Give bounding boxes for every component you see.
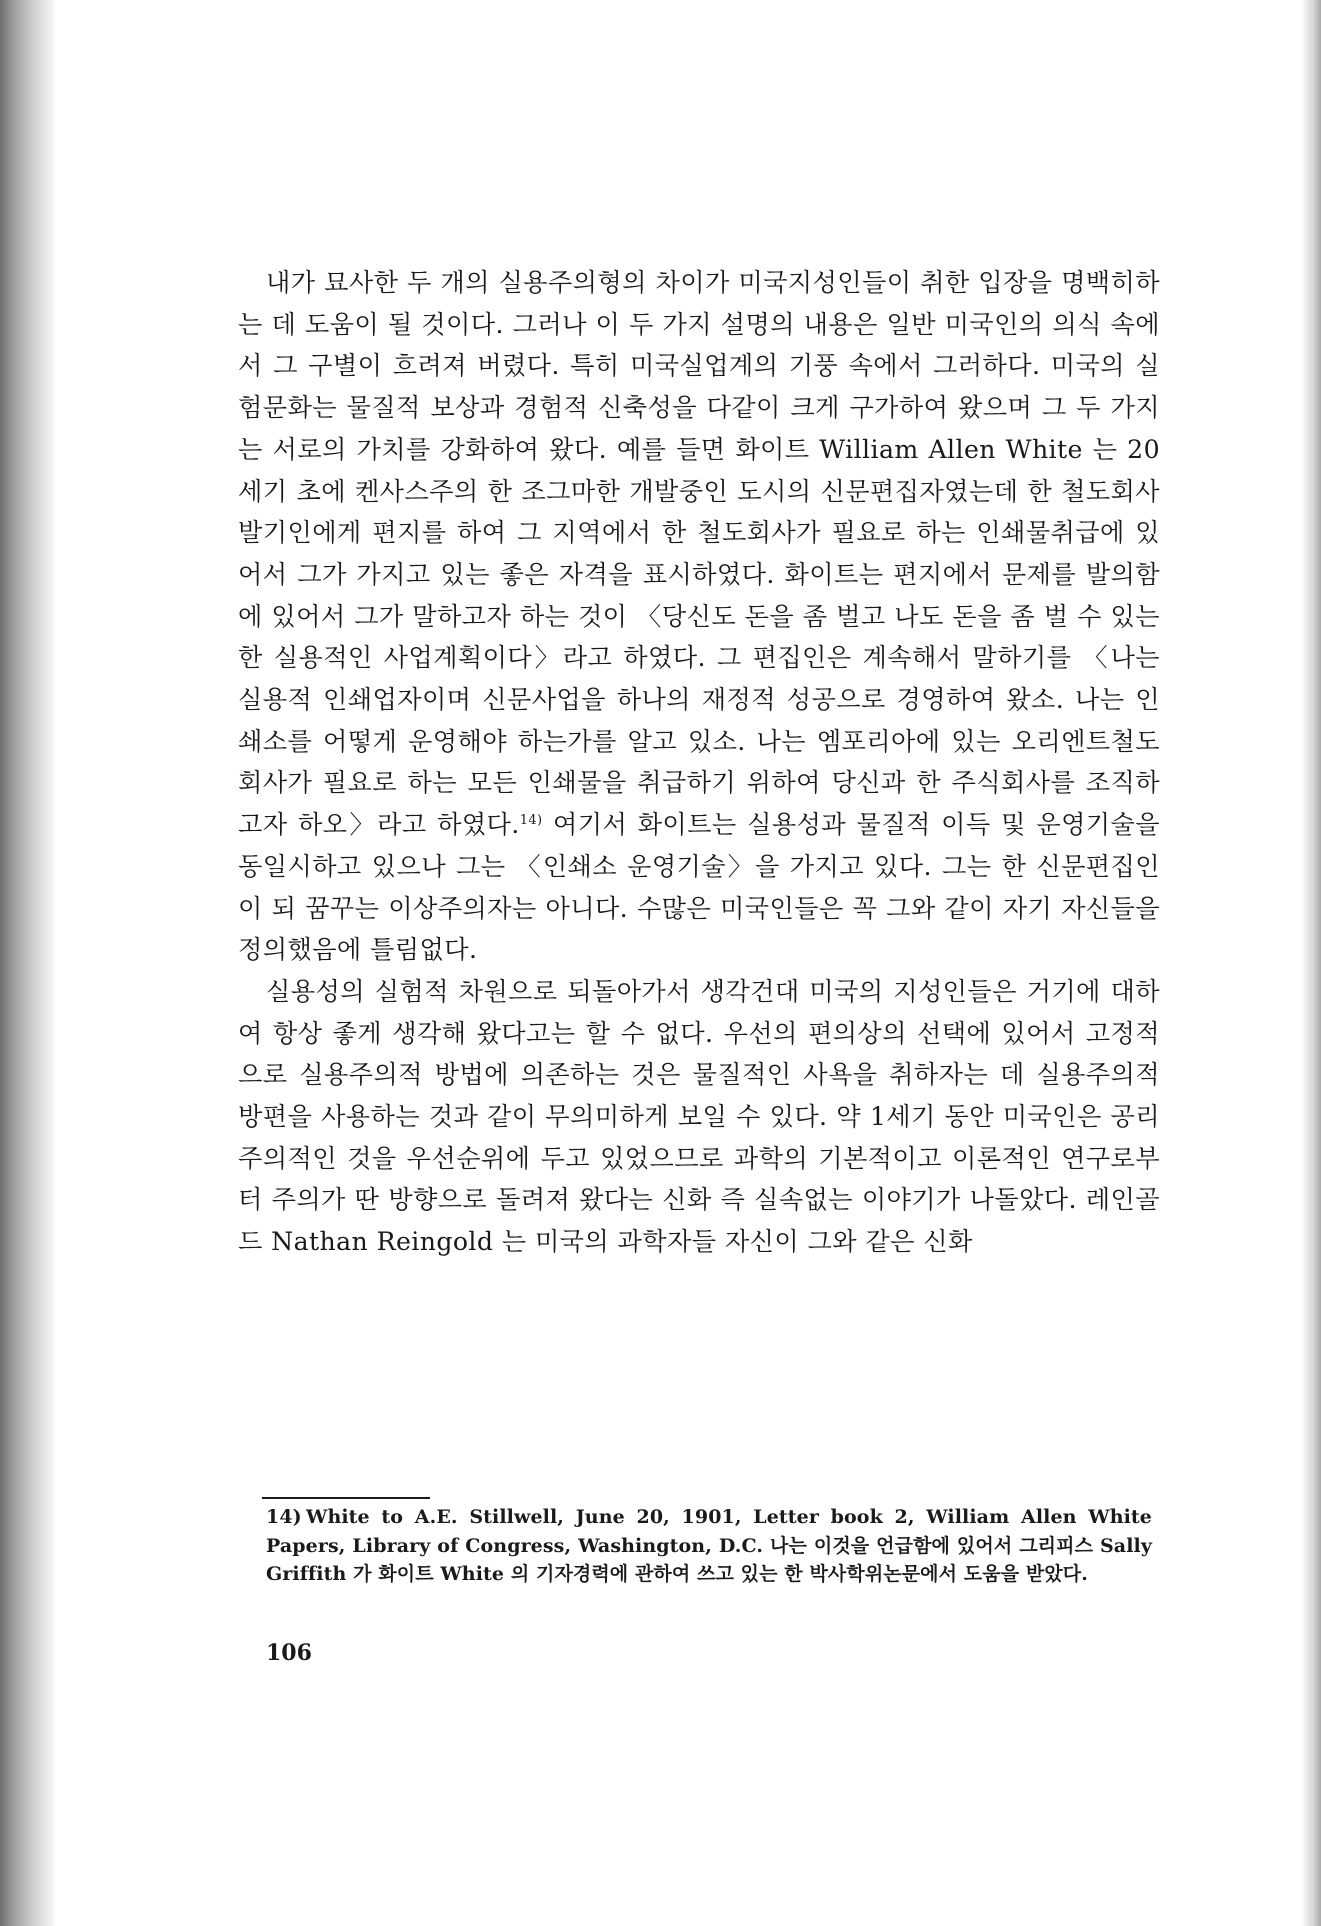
paragraph-1 <box>238 262 1160 971</box>
page-number: 106 <box>266 1640 312 1666</box>
footnote-marker: 14) <box>266 1506 302 1528</box>
page-edge-shadow-left <box>0 0 56 1926</box>
page-edge-shadow-right <box>1301 0 1321 1926</box>
footnote-text: White to A.E. Stillwell, June 20, 1901, Letter book 2, William Allen White Papers, Library of Congress, Washington, D.C. 나는 이것을 언급함에 있어서 그리피스 Sally Griffith 가 화이트 White 의 기자경력에 관하여 쓰고 있는 한 박사학위논문에서 도움을 받았다. <box>266 1506 1152 1585</box>
paragraph-1-continuation: 여기서 화이트는 실용성과 물질적 이득 및 운영기술을 동일시하고 있으나 그는 〈인쇄소 운영기술〉을 가지고 있다. 그는 한 신문편집인이 되 꿈꾸는 이상주의자는 아니다. 수많은 미국인들은 꼭 그와 같이 자기 자신들을 정의했음에 틀림없다. <box>238 810 1160 965</box>
paragraph-1-text: 내가 묘사한 두 개의 실용주의형의 차이가 미국지성인들이 취한 입장을 명백히하는 데 도움이 될 것이다. 그러나 이 두 가지 설명의 내용은 일반 미국인의 의식 속에서 그 구별이 흐려져 버렸다. 특히 미국실업계의 기풍 속에서 그러하다. 미국의 실험문화는 물질적 보상과 경험적 신축성을 다같이 크게 구가하여 왔으며 그 두 가지는 서로의 가치를 강화하여 왔다. 예를 들면 화이트 William Allen White 는 20세기 초에 켄사스주의 한 조그마한 개발중인 도시의 신문편집자였는데 한 철도회사 발기인에게 편지를 하여 그 지역에서 한 철도회사가 필요로 하는 인쇄물취급에 있어서 그가 가지고 있는 좋은 자격을 표시하였다. 화이트는 편지에서 문제를 발의함에 있어서 그가 말하고자 하는 것이 〈당신도 돈을 좀 벌고 나도 돈을 좀 벌 수 있는 한 실용적인 사업계획이다〉라고 하였다. 그 편집인은 계속해서 말하기를 〈나는 실용적 인쇄업자이며 신문사업을 하나의 재정적 성공으로 경영하여 왔소. 나는 인쇄소를 어떻게 운영해야 하는가를 알고 있소. 나는 엠포리아에 있는 오리엔트철도회사가 필요로 하는 모든 인쇄물을 취급하기 위하여 당신과 한 주식회사를 조직하고자 하오〉라고 하였다. <box>238 268 1160 840</box>
footnote-divider <box>262 1497 430 1499</box>
footnote-reference: 14) <box>519 813 543 829</box>
footnote <box>266 1503 1152 1589</box>
body-text <box>238 262 1160 1263</box>
paragraph-2: 실용성의 실험적 차원으로 되돌아가서 생각건대 미국의 지성인들은 거기에 대하여 항상 좋게 생각해 왔다고는 할 수 없다. 우선의 편의상의 선택에 있어서 고정적으로 실용주의적 방법에 의존하는 것은 물질적인 사욕을 취하자는 데 실용주의적 방편을 사용하는 것과 같이 무의미하게 보일 수 있다. 약 1세기 동안 미국인은 공리주의적인 것을 우선순위에 두고 있었으므로 과학의 기본적이고 이론적인 연구로부터 주의가 딴 방향으로 돌려져 왔다는 신화 즉 실속없는 이야기가 나돌았다. 레인골드 Nathan Reingold 는 미국의 과학자들 자신이 그와 같은 신화 <box>238 976 1160 1257</box>
